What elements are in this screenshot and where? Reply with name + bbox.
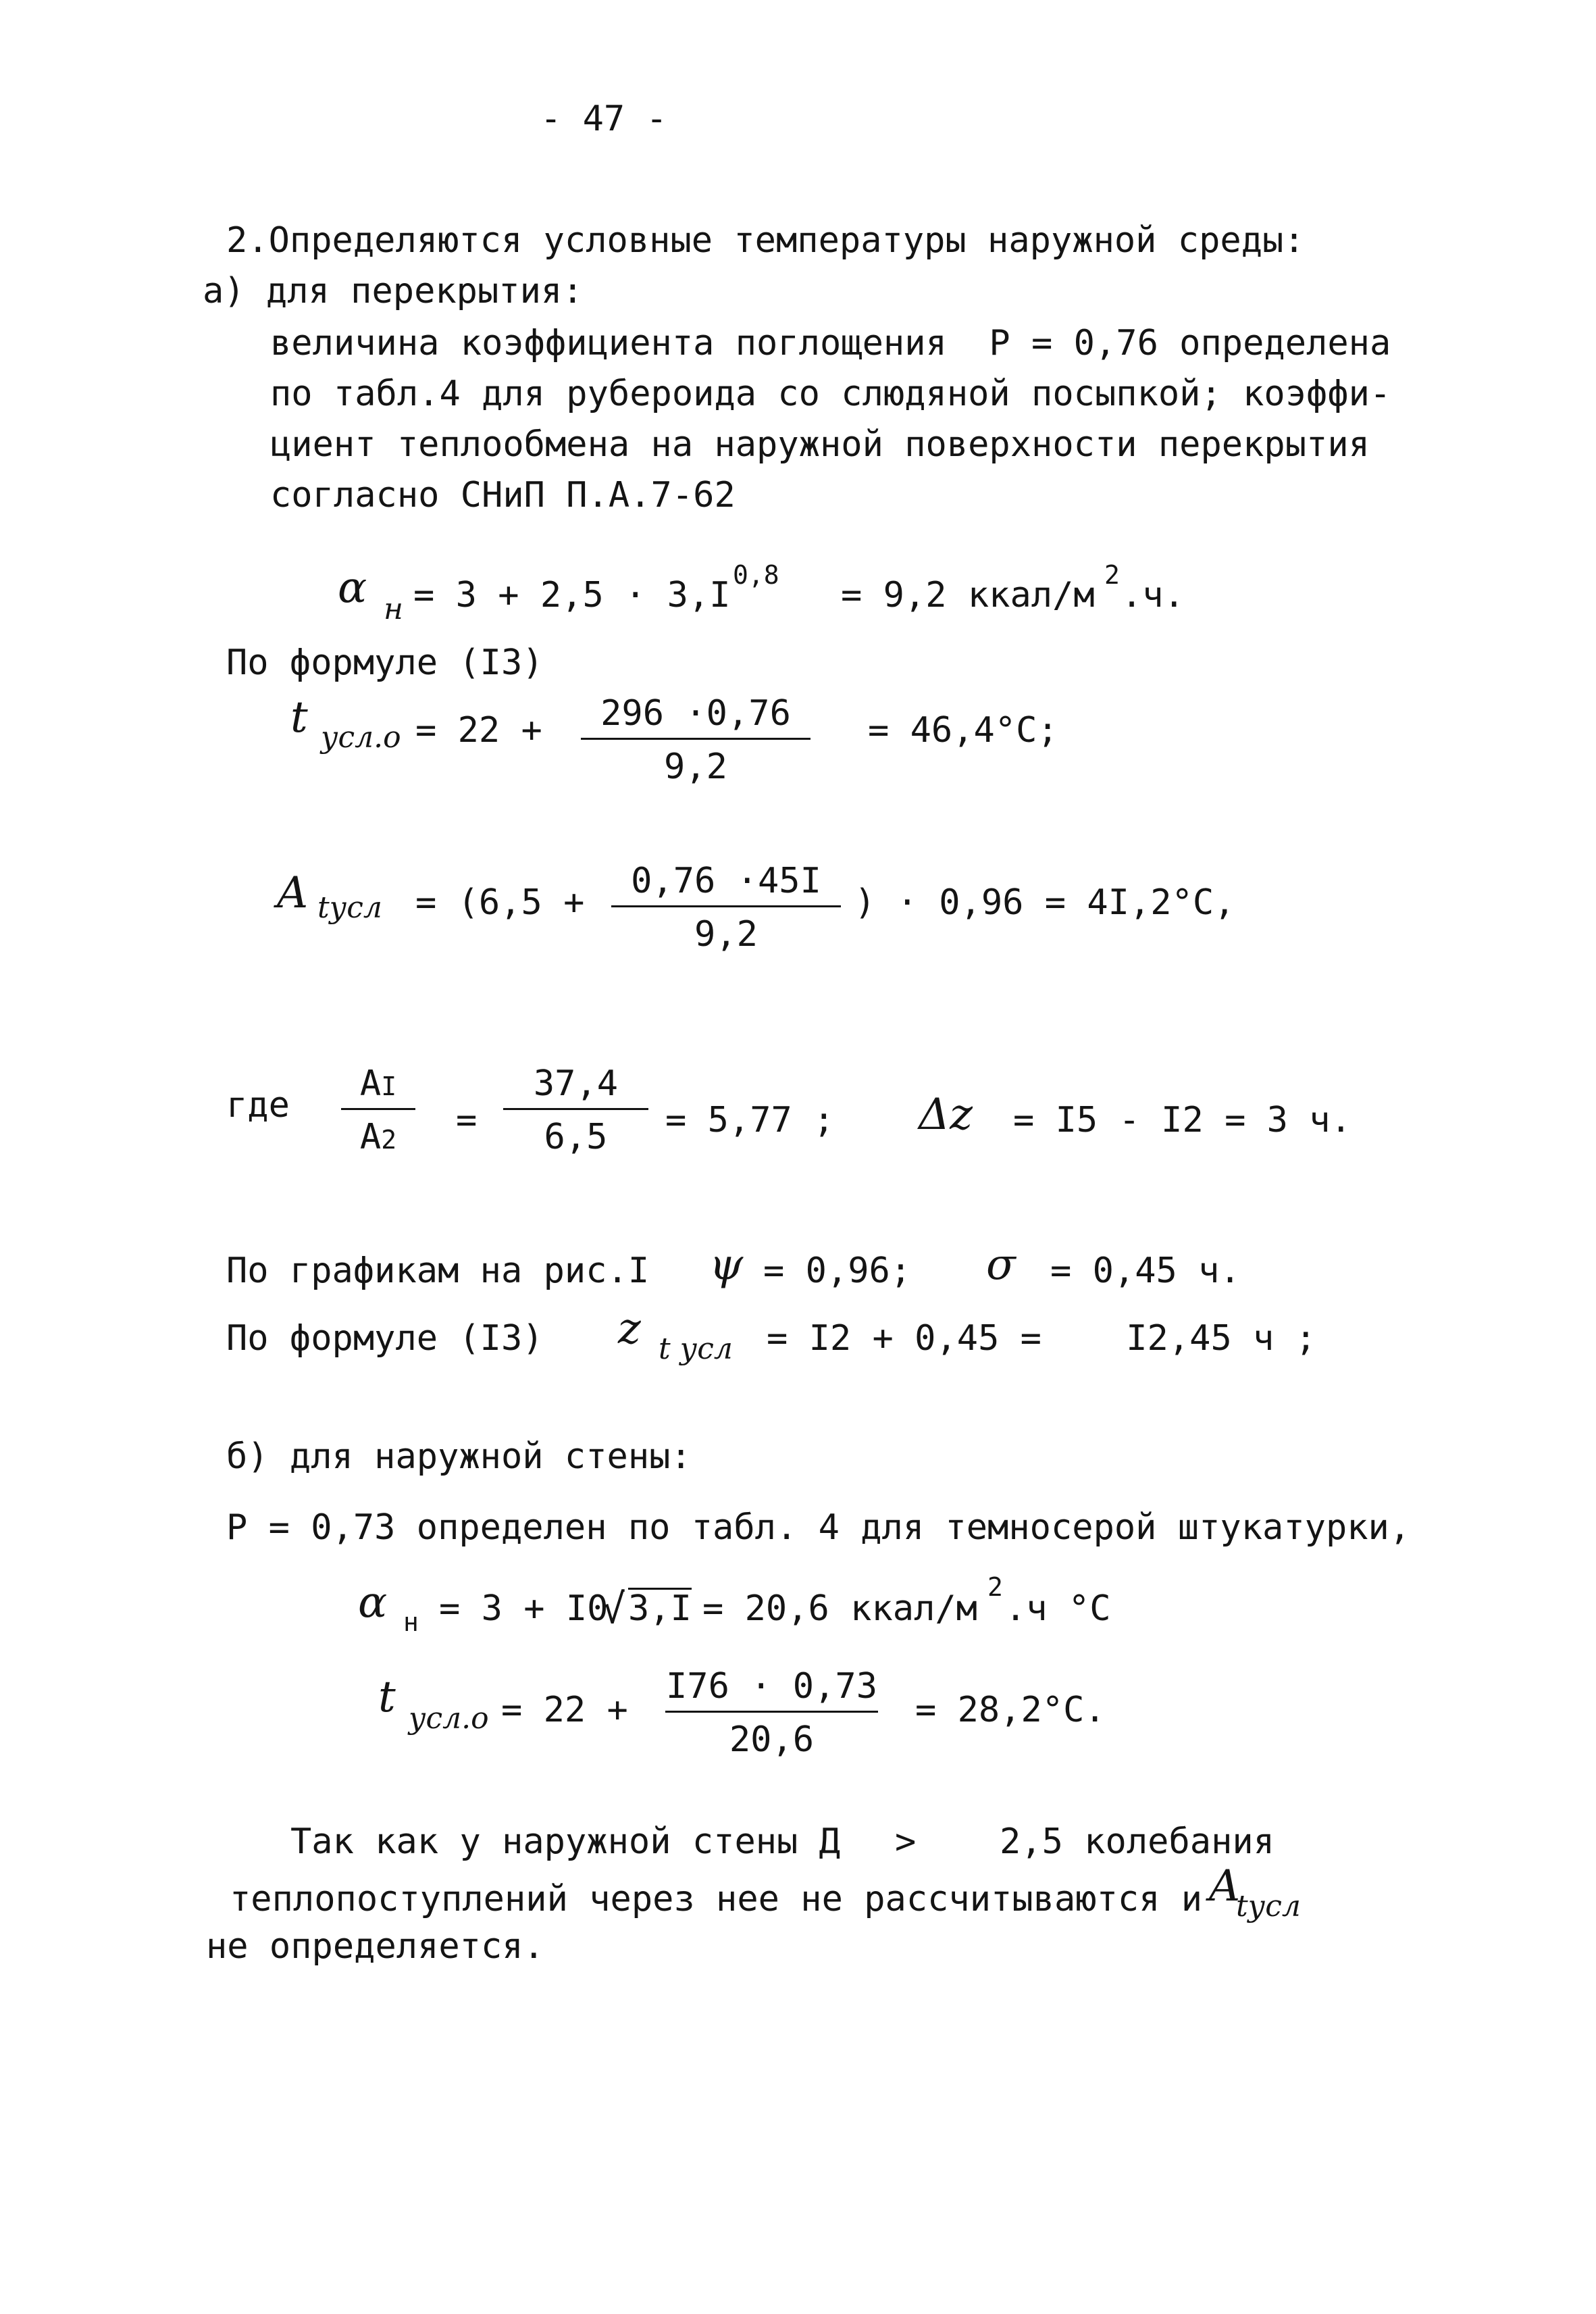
conclusion-line-1b: 2,5 колебания <box>1000 1821 1275 1862</box>
section-a-label: а) для перекрытия: <box>203 271 584 311</box>
alpha-b-subscript: н <box>403 1607 419 1637</box>
alpha-exponent: 0,8 <box>733 560 779 590</box>
z-expression: = I2 + 0,45 = I2,45 ч ; <box>767 1318 1316 1359</box>
a2-letter: A <box>359 1117 382 1157</box>
sigma-symbol: σ <box>986 1240 1016 1290</box>
alpha-b-result: = 20,6 ккал/м <box>702 1588 977 1629</box>
conclusion-line-1a: Так как у наружной стены Д <box>290 1821 840 1862</box>
conclusion-line-2: теплопоступлений через нее не рассчитываются и <box>230 1879 1203 1919</box>
z-symbol: z <box>618 1304 641 1354</box>
a-fraction <box>611 861 841 955</box>
where-word: где <box>226 1085 290 1126</box>
t-b-fraction <box>665 1666 878 1760</box>
psi-value: = 0,96; <box>763 1251 912 1291</box>
ratio-result: = 5,77 ; <box>665 1100 835 1140</box>
alpha-b-symbol: α <box>358 1578 388 1628</box>
a1-subscript: I <box>381 1072 397 1101</box>
a1-letter: A <box>359 1063 382 1104</box>
alpha-symbol: α <box>338 563 367 613</box>
delta-z-expression: = I5 - I2 = 3 ч. <box>1013 1100 1352 1140</box>
t-b-denominator: 20,6 <box>729 1719 815 1760</box>
formula-reference: По формуле (I3) <box>226 643 544 683</box>
sigma-value: = 0,45 ч. <box>1050 1251 1241 1291</box>
section-b-line: Р = 0,73 определен по табл. 4 для темносерой штукатурки, <box>226 1507 1411 1548</box>
t-lhs: = 22 + <box>415 710 542 751</box>
t-fraction <box>581 693 810 787</box>
t-b-result: = 28,2°С. <box>915 1690 1106 1730</box>
t-b-numerator: I76 · 0,73 <box>665 1666 878 1707</box>
section-b-label: б) для наружной стены: <box>226 1436 692 1477</box>
a2-subscript: 2 <box>381 1125 397 1155</box>
greater-than-sign: > <box>895 1821 917 1862</box>
t-numerator: 296 ·0,76 <box>600 693 791 734</box>
intro-heading: 2.Определяются условные температуры наружной среды: <box>226 220 1305 261</box>
graphs-text: По графикам на рис.I <box>226 1251 650 1291</box>
alpha-result: = 9,2 ккал/м <box>841 575 1095 615</box>
a-denominator: 9,2 <box>694 914 758 955</box>
psi-symbol: ψ <box>709 1240 744 1290</box>
alpha-expression: = 3 + 2,5 · 3,I <box>413 575 731 615</box>
z-formula-text: По формуле (I3) <box>226 1318 544 1359</box>
t-symbol: t <box>290 693 308 743</box>
a-result: ) · 0,96 = 4I,2°С, <box>854 882 1235 923</box>
alpha-b-unit-power: 2 <box>987 1572 1003 1602</box>
ratio-fraction <box>503 1063 648 1157</box>
a1-a2-fraction <box>341 1063 415 1157</box>
alpha-b-unit-tail: .ч °С <box>1005 1588 1111 1629</box>
section-a-para-line-3: циент теплообмена на наружной поверхности перекрытия <box>270 424 1370 465</box>
t-b-lhs: = 22 + <box>501 1690 628 1730</box>
t-subscript: усл.о <box>321 720 401 755</box>
z-subscript: t усл <box>659 1332 733 1366</box>
ratio-denominator: 6,5 <box>544 1117 608 1157</box>
equals-sign: = <box>456 1100 478 1140</box>
section-a-para-line-1: величина коэффициента поглощения Р = 0,76 определена <box>270 323 1391 363</box>
alpha-subscript: н <box>384 592 403 626</box>
alpha-b-pre: = 3 + I0 <box>439 1588 609 1629</box>
conclusion-line-3: не определяется. <box>206 1926 544 1967</box>
sqrt-sign: √ <box>601 1586 626 1633</box>
alpha-unit-power: 2 <box>1104 560 1120 590</box>
a-tusl-subscript-inline: tусл <box>1236 1889 1301 1923</box>
page-number: - 47 - <box>540 99 667 139</box>
ratio-numerator: 37,4 <box>533 1063 619 1104</box>
a-symbol: A <box>277 868 309 918</box>
delta-z-symbol: Δz <box>919 1090 973 1140</box>
sqrt-radicand: 3,I <box>628 1588 692 1629</box>
t-b-symbol: t <box>378 1672 396 1722</box>
alpha-unit-tail: .ч. <box>1121 575 1185 615</box>
section-a-para-line-4: согласно СНиП П.А.7-62 <box>270 475 736 515</box>
section-a-para-line-2: по табл.4 для рубероида со слюдяной посыпкой; коэффи- <box>270 374 1391 414</box>
a-lhs: = (6,5 + <box>415 882 585 923</box>
t-denominator: 9,2 <box>664 747 727 787</box>
a-subscript: tусл <box>317 890 382 925</box>
t-b-subscript: усл.о <box>409 1701 489 1736</box>
a-tusl-symbol-inline: A <box>1209 1861 1241 1911</box>
t-result: = 46,4°С; <box>868 710 1058 751</box>
a-numerator: 0,76 ·45I <box>631 861 821 901</box>
